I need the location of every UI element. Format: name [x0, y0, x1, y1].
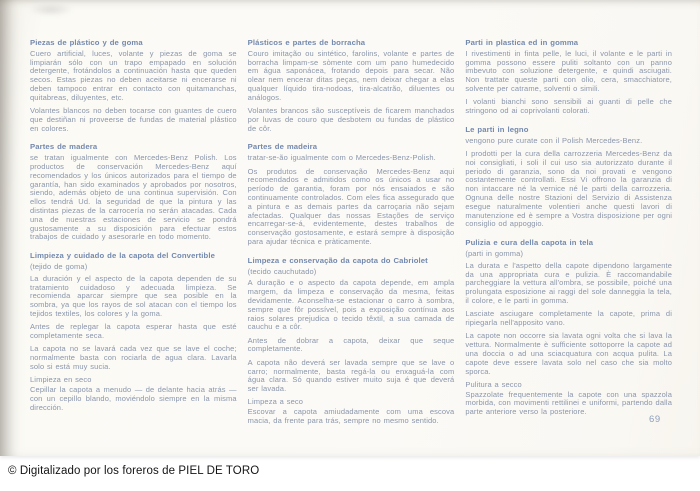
- heading-subtitle: (tejido de goma): [30, 262, 88, 272]
- paragraph: A duração e o aspecto da capota depende, em ampla margem, da limpeza e conservação da mesma, feitas devidamente. Aconselha-se estacionar o carro à sombra, sempre que fôr possível, pois a exposição contínua aos raios solares prejudica o tecido têxtil, a sua camada de cauchu e a côr.: [247, 278, 455, 332]
- paragraph: La durata e l'aspetto della capote dipendono largamente da una appropriata cura e pulizia. È raccomandabile parcheggiare la vettura all'ombra, se possibile, poiché una prolungata esposizione ai raggi del sole danneggia la tela, il colore, e le parti in gomma.: [465, 260, 673, 305]
- paragraph: I volanti bianchi sono sensibili ai guanti di pelle che stringono od ai coprivolanti colorati.: [465, 97, 673, 116]
- paragraph: Antes de replegar la capota esperar hasta que esté completamente seca.: [30, 322, 237, 341]
- section-heading: Le parti in legno: [465, 124, 529, 134]
- section-heading: Parti in plastica ed in gomma: [465, 38, 579, 47]
- scan-smudge: [28, 3, 74, 16]
- paragraph: A capota não deverá ser lavada sempre que se lave o carro; normalmente, basta regá-la ou enxaguá-la com água clara. Só quando estiver muito suja é que deverá ser lavada.: [247, 357, 455, 394]
- paragraph: Couro imitação ou sintético, farolins, volante e partes de borracha limpam-se sòmente com um pano humedecido em água saponácea, frotando depois para secar. Não olear nem encerar ditas peças, nem deixar chegar a elas qualquer líquido tira-nodoas, tira-alcatrão, diluentes ou análogos.: [247, 48, 455, 102]
- sub-heading: Pulitura a secco: [465, 379, 522, 389]
- paragraph: Lasciate asciugare completamente la capote, prima di ripiegarla nell'apposito vano.: [465, 309, 673, 328]
- sub-heading: Limpieza en seco: [30, 375, 92, 385]
- paragraph: se tratan igualmente con Mercedes-Benz Polish. Los productos de conservación Mercedes-Benz aquí recomendados y los únicos autorizados para el tiempo de garantía, han sido examinados y aprobados por nosotros, siendo, además objeto de una continua supervisión. Con ellos tendrá Ud. la seguridad de que la pintura y las distintas piezas de la carrocería no serán atacadas. Cada una de nuestras estaciones de servicio se pondrá gustosamente a su disposición para efectuar estos trabajos de cuidado y asesorarle en todo momento.: [30, 153, 237, 242]
- heading-subtitle: (parti in gomma): [465, 248, 524, 258]
- paragraph: La capote non occorre sia lavata ogni volta che si lava la vettura. Normalmente è sufficiente sottoporre la capote ad una doccia o ad una sciacquatura con acqua pulita. La capote deve essere lavata solo nel caso che sia molto sporca.: [465, 331, 673, 376]
- paragraph: Cepillar la capota a menudo — de delante hacia atrás — con un cepillo blando, moviéndolo siempre en la misma dirección.: [30, 385, 237, 412]
- paragraph: La duración y el aspecto de la capota dependen de su tratamiento cuidadoso y adecuada limpieza. Se recomienda aparcar siempre que sea posible en la sombra, ya que los rayos de sol atacan con el tiempo los tejidos textiles, los colores y la goma.: [30, 273, 237, 319]
- section-heading: Partes de madeira: [247, 142, 318, 152]
- paragraph: La capota no se lavará cada vez que se lave el coche; normalmente basta con rociarla de agua clara. Lavarla solo si está muy sucia.: [30, 344, 237, 371]
- section-heading: Plásticos e partes de borracha: [247, 38, 366, 47]
- page-number: 69: [649, 414, 661, 425]
- section-heading: Piezas de plástico y de goma: [30, 38, 143, 47]
- paragraph: Spazzolate frequentemente la capote con una spazzola morbida, con movimenti rettilinei e uniformi, partendo dalla parte anteriore verso la posteriore.: [465, 389, 673, 417]
- paragraph: Escovar a capota amiudadamente com uma escova macia, da frente para trás, sempre no mesmo sentido.: [247, 407, 455, 425]
- column-italian: [465, 39, 672, 430]
- section-heading: Pulizia e cura della capota in tela: [465, 238, 594, 248]
- paragraph: I prodotti per la cura della carrozzeria Mercedes-Benz da noi consigliati, i soli il cui uso sia autorizzato durante il periodo di garanzia, sono da noi provati e vengono costantemente controllati. Essi Vi offrono la garanzia di non intaccare né la vernice né le parti della carrozzeria. Ognuna delle nostre Stazioni del Servizio di Assistenza esegue naturalmente volentieri anche questi lavori di manutenzione ed è sempre a Vostra disposizione per ogni consiglio od appoggio.: [465, 148, 673, 229]
- paragraph: tratar-se-ão igualmente com o Mercedes-Benz-Polish.: [247, 153, 436, 163]
- paragraph: vengono pure curate con il Polish Mercedes-Benz.: [465, 135, 643, 145]
- paragraph: Os produtos de conservação Mercedes-Benz aqui recomendados e admitidos como os únicos a usar no período de garantia, foram por nós ensaiados e são continuamente controlados. Com eles fica assegurado que a pintura e as demais partes da carroçaria não sejam afectadas. Qualquer das nossas Estações de serviço encarregar-se-á, evidentemente, destes trabalhos de conservação gostosamente, e estará sempre à disposição para ajudar técnica e pràticamente.: [247, 166, 455, 246]
- section-heading: Limpieza y cuidado de la capota del Convertible: [30, 251, 215, 261]
- text-columns: [30, 39, 672, 430]
- digitization-credit: © Digitalizado por los foreros de PIEL DE TORO: [8, 465, 260, 477]
- column-spanish: [30, 39, 237, 430]
- section-heading: Limpeza e conservação da capota do Cabriolet: [247, 255, 428, 265]
- heading-subtitle: (tecido cauchutado): [247, 266, 317, 276]
- sub-heading: Limpeza a seco: [247, 397, 304, 407]
- section-heading: Partes de madera: [30, 142, 98, 152]
- paragraph: I rivestimenti in finta pelle, le luci, il volante e le parti in gomma possono essere puliti soltanto con un panno imbevuto con soluzione detergente, e quindi asciugati. Non trattate queste parti con olio, cera, smacchiatore, solvente per catrame, solventi o simili.: [465, 48, 673, 93]
- paragraph: Antes de dobrar a capota, deixar que seque completamente.: [247, 335, 455, 354]
- paragraph: Volantes blancos no deben tocarse con guantes de cuero que destiñan ni proveerse de fundas de material plástico en colores.: [30, 106, 237, 133]
- paragraph: Volantes brancos são susceptíveis de ficarem manchados por luvas de couro que desbotem ou fundas de plástico de côr.: [247, 106, 455, 133]
- paragraph: Cuero artificial, luces, volante y piezas de goma se limpiarán sólo con un trapo empapado en solución detergente, frotándolos a continuación hasta que queden secos. Estas piezas no deben aceitarse ni encerarse ni deben tampoco entrar en contacto con quitamanchas, quitabreas, diluyentes, etc.: [30, 48, 237, 102]
- column-portuguese: [248, 39, 455, 430]
